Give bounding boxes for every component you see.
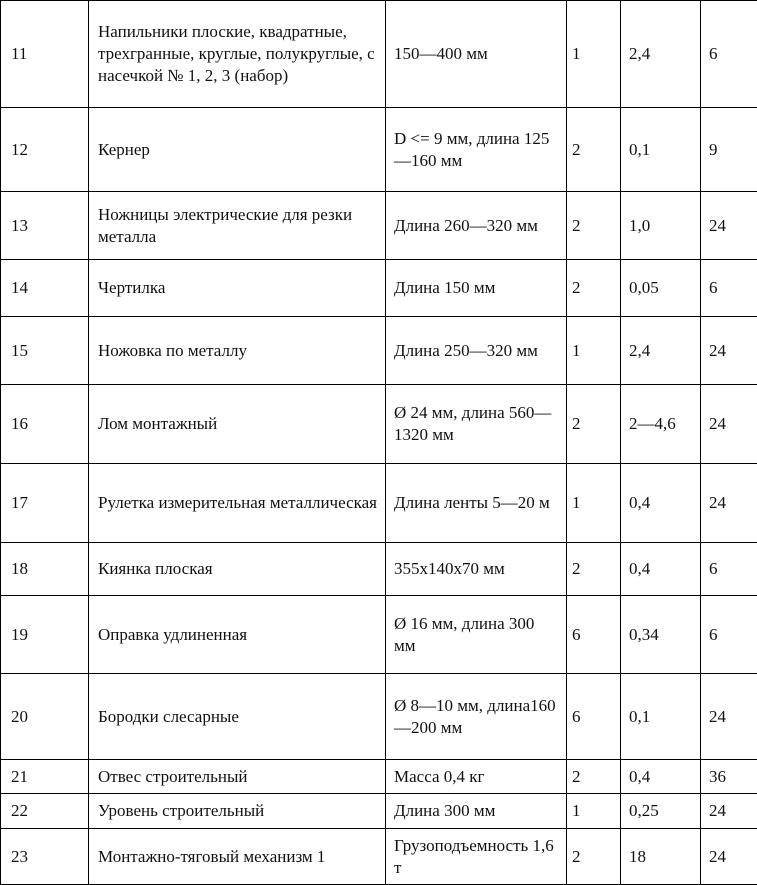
tool-dimensions: 355x140x70 мм bbox=[386, 543, 567, 596]
tool-dimensions: Длина 150 мм bbox=[386, 260, 567, 317]
row-number: 19 bbox=[1, 596, 89, 674]
tool-name: Отвес строительный bbox=[89, 760, 386, 794]
tool-mass: 1,0 bbox=[621, 192, 701, 260]
tool-dimensions: Ø 16 мм, длина 300 мм bbox=[386, 596, 567, 674]
table-row bbox=[1, 543, 757, 596]
table-row bbox=[1, 829, 757, 885]
tool-service-life: 6 bbox=[701, 260, 757, 317]
row-number: 15 bbox=[1, 317, 89, 385]
tool-dimensions: Длина ленты 5—20 м bbox=[386, 464, 567, 543]
row-number: 17 bbox=[1, 464, 89, 543]
tool-name: Рулетка измерительная металлическая bbox=[89, 464, 386, 543]
tool-mass: 0,1 bbox=[621, 108, 701, 192]
tool-dimensions: D <= 9 мм, длина 125—160 мм bbox=[386, 108, 567, 192]
table-row bbox=[1, 464, 757, 543]
row-number: 23 bbox=[1, 829, 89, 885]
tool-name: Монтажно-тяговый механизм 1 bbox=[89, 829, 386, 885]
row-number: 21 bbox=[1, 760, 89, 794]
tool-quantity: 1 bbox=[567, 1, 621, 108]
row-number: 22 bbox=[1, 794, 89, 829]
row-number: 16 bbox=[1, 385, 89, 464]
tool-service-life: 9 bbox=[701, 108, 757, 192]
tool-mass: 18 bbox=[621, 829, 701, 885]
row-number: 20 bbox=[1, 674, 89, 760]
tool-service-life: 6 bbox=[701, 1, 757, 108]
tool-quantity: 1 bbox=[567, 794, 621, 829]
table-row bbox=[1, 674, 757, 760]
tool-quantity: 6 bbox=[567, 674, 621, 760]
tool-mass: 0,34 bbox=[621, 596, 701, 674]
tool-dimensions: Ø 24 мм, длина 560—1320 мм bbox=[386, 385, 567, 464]
tool-service-life: 24 bbox=[701, 829, 757, 885]
tool-service-life: 24 bbox=[701, 192, 757, 260]
tool-dimensions: Ø 8—10 мм, длина160—200 мм bbox=[386, 674, 567, 760]
tool-name: Оправка удлиненная bbox=[89, 596, 386, 674]
tool-dimensions: Длина 260—320 мм bbox=[386, 192, 567, 260]
tool-dimensions: Длина 250—320 мм bbox=[386, 317, 567, 385]
tool-dimensions: Масса 0,4 кг bbox=[386, 760, 567, 794]
tool-dimensions: 150—400 мм bbox=[386, 1, 567, 108]
tool-dimensions: Грузоподъемность 1,6 т bbox=[386, 829, 567, 885]
tool-dimensions: Длина 300 мм bbox=[386, 794, 567, 829]
table-row bbox=[1, 1, 757, 108]
table-row bbox=[1, 108, 757, 192]
tool-service-life: 24 bbox=[701, 794, 757, 829]
tool-name: Лом монтажный bbox=[89, 385, 386, 464]
tool-service-life: 24 bbox=[701, 317, 757, 385]
tool-quantity: 2 bbox=[567, 260, 621, 317]
tool-service-life: 24 bbox=[701, 674, 757, 760]
table-row bbox=[1, 385, 757, 464]
tool-mass: 2,4 bbox=[621, 317, 701, 385]
tool-mass: 0,1 bbox=[621, 674, 701, 760]
row-number: 14 bbox=[1, 260, 89, 317]
table-row bbox=[1, 794, 757, 829]
table-row bbox=[1, 596, 757, 674]
table-row bbox=[1, 260, 757, 317]
tool-mass: 2,4 bbox=[621, 1, 701, 108]
tool-service-life: 6 bbox=[701, 596, 757, 674]
tool-quantity: 2 bbox=[567, 543, 621, 596]
tool-service-life: 24 bbox=[701, 464, 757, 543]
tool-name: Уровень строительный bbox=[89, 794, 386, 829]
tool-quantity: 2 bbox=[567, 829, 621, 885]
tool-quantity: 2 bbox=[567, 108, 621, 192]
tool-quantity: 2 bbox=[567, 385, 621, 464]
tool-quantity: 1 bbox=[567, 317, 621, 385]
tool-mass: 0,4 bbox=[621, 543, 701, 596]
tool-mass: 0,25 bbox=[621, 794, 701, 829]
tool-name: Кернер bbox=[89, 108, 386, 192]
row-number: 12 bbox=[1, 108, 89, 192]
table-row bbox=[1, 192, 757, 260]
tool-quantity: 1 bbox=[567, 464, 621, 543]
tool-name: Ножницы электрические для резки металла bbox=[89, 192, 386, 260]
tool-quantity: 2 bbox=[567, 192, 621, 260]
row-number: 11 bbox=[1, 1, 89, 108]
tool-mass: 0,05 bbox=[621, 260, 701, 317]
tool-name: Напильники плоские, квадратные, трехгранные, круглые, полукруглые, с насечкой № 1, 2, 3 (набор) bbox=[89, 1, 386, 108]
tool-name: Бородки слесарные bbox=[89, 674, 386, 760]
tool-name: Ножовка по металлу bbox=[89, 317, 386, 385]
tool-name: Чертилка bbox=[89, 260, 386, 317]
tool-service-life: 36 bbox=[701, 760, 757, 794]
tool-service-life: 6 bbox=[701, 543, 757, 596]
tool-quantity: 6 bbox=[567, 596, 621, 674]
table-row bbox=[1, 760, 757, 794]
row-number: 13 bbox=[1, 192, 89, 260]
tool-mass: 0,4 bbox=[621, 464, 701, 543]
tool-mass: 2—4,6 bbox=[621, 385, 701, 464]
tool-name: Киянка плоская bbox=[89, 543, 386, 596]
tool-service-life: 24 bbox=[701, 385, 757, 464]
table-row bbox=[1, 317, 757, 385]
row-number: 18 bbox=[1, 543, 89, 596]
tool-quantity: 2 bbox=[567, 760, 621, 794]
tool-mass: 0,4 bbox=[621, 760, 701, 794]
